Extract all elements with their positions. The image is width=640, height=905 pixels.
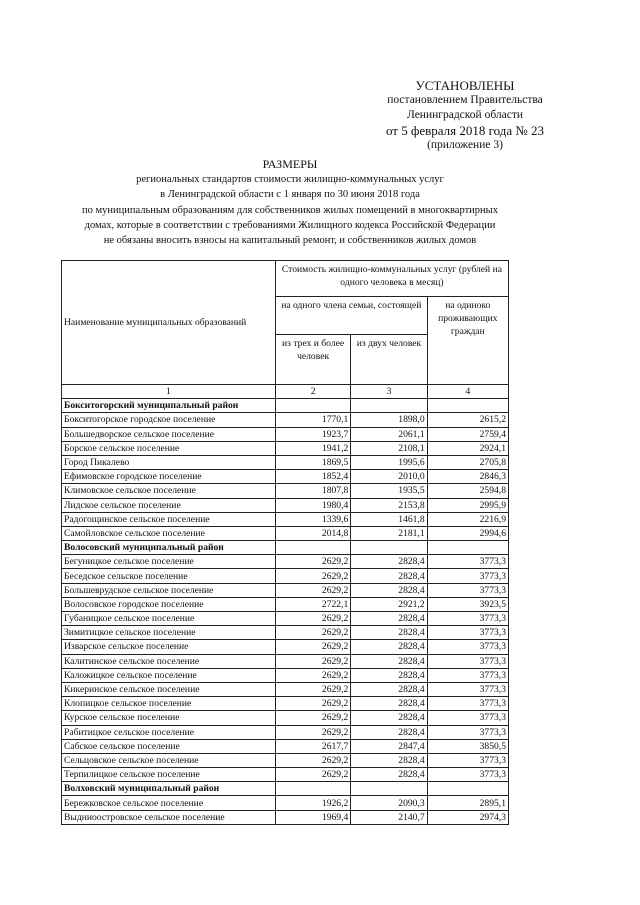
approval-appendix: (приложение 3) — [427, 139, 503, 151]
cost-value: 2090,3 — [351, 796, 427, 810]
table-row — [62, 597, 509, 611]
table-row — [62, 654, 509, 668]
cost-value: 2594,8 — [427, 484, 508, 498]
title-line: домах, которые в соответствии с требованиями Жилищного кодекса Российской Федерации — [84, 219, 496, 231]
table-row — [62, 612, 509, 626]
cost-value: 2014,8 — [275, 526, 350, 540]
municipality-name: Зимитицкое сельское поселение — [62, 626, 276, 640]
cost-value: 2629,2 — [275, 682, 350, 696]
municipality-name: Город Пикалево — [62, 455, 276, 469]
cost-value: 2629,2 — [275, 612, 350, 626]
table-row — [62, 455, 509, 469]
table-row — [62, 569, 509, 583]
municipality-name: Сабское сельское поселение — [62, 739, 276, 753]
cost-value: 2181,1 — [351, 526, 427, 540]
cost-value: 2828,4 — [351, 725, 427, 739]
table-row — [62, 470, 509, 484]
municipality-name: Терпилицкое сельское поселение — [62, 768, 276, 782]
cost-value: 2629,2 — [275, 725, 350, 739]
cost-value: 1869,5 — [275, 455, 350, 469]
municipality-name: Бокситогорское городское поселение — [62, 413, 276, 427]
cost-value: 2994,6 — [427, 526, 508, 540]
cost-value: 2140,7 — [351, 810, 427, 824]
table-row — [62, 498, 509, 512]
municipality-name: Большедворское сельское поселение — [62, 427, 276, 441]
cost-value: 2629,2 — [275, 555, 350, 569]
cost-value: 2828,4 — [351, 697, 427, 711]
cost-value: 2759,4 — [427, 427, 508, 441]
cost-value: 3773,3 — [427, 725, 508, 739]
cost-value: 2828,4 — [351, 640, 427, 654]
cost-value: 2828,4 — [351, 555, 427, 569]
cost-value: 2828,4 — [351, 612, 427, 626]
colnum: 1 — [62, 385, 276, 399]
cost-value: 3773,3 — [427, 583, 508, 597]
cost-value: 1926,2 — [275, 796, 350, 810]
cost-value: 2629,2 — [275, 753, 350, 767]
cost-value: 3773,3 — [427, 640, 508, 654]
cost-value: 3773,3 — [427, 569, 508, 583]
municipality-name: Большеврудское сельское поселение — [62, 583, 276, 597]
header-two: из двух человек — [351, 335, 427, 385]
cost-value: 1935,5 — [351, 484, 427, 498]
header-cost: Стоимость жилищно-коммунальных услуг (рублей на одного человека в месяц) — [275, 261, 508, 297]
table-row — [62, 512, 509, 526]
approval-heading: УСТАНОВЛЕНЫ — [415, 78, 515, 93]
cost-value: 2629,2 — [275, 768, 350, 782]
cost-value: 2974,3 — [427, 810, 508, 824]
table-row — [62, 555, 509, 569]
title-line: региональных стандартов стоимости жилищно-коммунальных услуг — [136, 174, 444, 186]
table-row — [62, 810, 509, 824]
document-title — [40, 157, 540, 248]
colnum: 4 — [427, 385, 508, 399]
cost-value: 2061,1 — [351, 427, 427, 441]
cost-value: 3773,3 — [427, 668, 508, 682]
municipality-name: Клопицкое сельское поселение — [62, 697, 276, 711]
cost-value: 2921,2 — [351, 597, 427, 611]
approval-date: от 5 февраля 2018 года № 23 — [385, 123, 545, 138]
municipality-name: Самойловское сельское поселение — [62, 526, 276, 540]
cost-value: 2828,4 — [351, 569, 427, 583]
cost-value: 2216,9 — [427, 512, 508, 526]
table-row — [62, 526, 509, 540]
cost-value: 2617,7 — [275, 739, 350, 753]
approval-line: постановлением Правительства — [387, 94, 543, 106]
header-single: на одиноко проживающих граждан — [427, 297, 508, 385]
table-row — [62, 753, 509, 767]
cost-value: 2924,1 — [427, 441, 508, 455]
header-family: на одного члена семьи, состоящей — [275, 297, 427, 335]
table-row — [62, 796, 509, 810]
municipality-name: Изварское сельское поселение — [62, 640, 276, 654]
cost-value: 1339,6 — [275, 512, 350, 526]
cost-value: 2629,2 — [275, 569, 350, 583]
cost-value: 3773,3 — [427, 711, 508, 725]
group-row — [62, 541, 509, 555]
group-name: Волосовский муниципальный район — [62, 541, 276, 555]
cost-value: 1898,0 — [351, 413, 427, 427]
municipality-name: Радогощинское сельское поселение — [62, 512, 276, 526]
municipality-name: Бережковское сельское поселение — [62, 796, 276, 810]
cost-value: 2828,4 — [351, 711, 427, 725]
table-row — [62, 441, 509, 455]
cost-value: 2629,2 — [275, 626, 350, 640]
group-name: Бокситогорский муниципальный район — [62, 399, 276, 413]
cost-value: 2629,2 — [275, 583, 350, 597]
standards-table — [61, 260, 509, 825]
cost-value: 3850,5 — [427, 739, 508, 753]
title-line: по муниципальным образованиям для собственников жилых помещений в многоквартирных — [82, 204, 498, 216]
table-row — [62, 768, 509, 782]
cost-value: 2629,2 — [275, 640, 350, 654]
cost-value: 3773,3 — [427, 697, 508, 711]
cost-value: 3923,5 — [427, 597, 508, 611]
cost-value: 3773,3 — [427, 555, 508, 569]
table-row — [62, 626, 509, 640]
municipality-name: Бегуницкое сельское поселение — [62, 555, 276, 569]
municipality-name: Ефимовское городское поселение — [62, 470, 276, 484]
approval-line: Ленинградской области — [406, 109, 524, 121]
cost-value: 2828,4 — [351, 654, 427, 668]
municipality-name: Калитинское сельское поселение — [62, 654, 276, 668]
cost-value: 1770,1 — [275, 413, 350, 427]
cost-value: 2629,2 — [275, 668, 350, 682]
cost-value: 3773,3 — [427, 753, 508, 767]
table-row — [62, 668, 509, 682]
municipality-name: Губаницкое сельское поселение — [62, 612, 276, 626]
cost-value: 2153,8 — [351, 498, 427, 512]
cost-value: 1941,2 — [275, 441, 350, 455]
cost-value: 1980,4 — [275, 498, 350, 512]
cost-value: 2828,4 — [351, 753, 427, 767]
group-name: Волховский муниципальный район — [62, 782, 276, 796]
title-line: в Ленинградской области с 1 января по 30 июня 2018 года — [160, 189, 420, 201]
cost-value: 1461,8 — [351, 512, 427, 526]
municipality-name: Курское сельское поселение — [62, 711, 276, 725]
municipality-name: Выдниоостровское сельское поселение — [62, 810, 276, 824]
municipality-name: Рабитицкое сельское поселение — [62, 725, 276, 739]
municipality-name: Кикеринское сельское поселение — [62, 682, 276, 696]
municipality-name: Беседское сельское поселение — [62, 569, 276, 583]
cost-value: 2828,4 — [351, 626, 427, 640]
cost-value: 2847,4 — [351, 739, 427, 753]
colnum: 3 — [351, 385, 427, 399]
cost-value: 2629,2 — [275, 697, 350, 711]
table-row — [62, 697, 509, 711]
cost-value: 2705,8 — [427, 455, 508, 469]
cost-value: 2846,3 — [427, 470, 508, 484]
municipality-name: Волосовское городское поселение — [62, 597, 276, 611]
colnum: 2 — [275, 385, 350, 399]
cost-value: 3773,3 — [427, 768, 508, 782]
cost-value: 1995,6 — [351, 455, 427, 469]
municipality-name: Лидское сельское поселение — [62, 498, 276, 512]
cost-value: 3773,3 — [427, 654, 508, 668]
table-row — [62, 484, 509, 498]
cost-value: 2629,2 — [275, 711, 350, 725]
table-row — [62, 413, 509, 427]
cost-value: 1852,4 — [275, 470, 350, 484]
municipality-name: Сельцовское сельское поселение — [62, 753, 276, 767]
title-heading: РАЗМЕРЫ — [262, 157, 318, 171]
table-row — [62, 640, 509, 654]
cost-value: 3773,3 — [427, 682, 508, 696]
municipality-name: Каложицкое сельское поселение — [62, 668, 276, 682]
table-row — [62, 583, 509, 597]
group-row — [62, 782, 509, 796]
cost-value: 3773,3 — [427, 626, 508, 640]
cost-value: 2010,0 — [351, 470, 427, 484]
table-row — [62, 725, 509, 739]
cost-value: 2828,4 — [351, 668, 427, 682]
cost-value: 2615,2 — [427, 413, 508, 427]
cost-value: 2828,4 — [351, 768, 427, 782]
cost-value: 2995,9 — [427, 498, 508, 512]
header-name: Наименование муниципальных образований — [62, 261, 276, 385]
cost-value: 2629,2 — [275, 654, 350, 668]
header-three: из трех и более человек — [275, 335, 350, 385]
cost-value: 2722,1 — [275, 597, 350, 611]
cost-value: 2895,1 — [427, 796, 508, 810]
table-row — [62, 427, 509, 441]
title-line: не обязаны вносить взносы на капитальный ремонт, и собственников жилых домов — [103, 235, 477, 247]
cost-value: 2828,4 — [351, 583, 427, 597]
group-row — [62, 399, 509, 413]
cost-value: 1969,4 — [275, 810, 350, 824]
municipality-name: Борское сельское поселение — [62, 441, 276, 455]
cost-value: 1807,8 — [275, 484, 350, 498]
cost-value: 2828,4 — [351, 682, 427, 696]
cost-value: 2108,1 — [351, 441, 427, 455]
cost-value: 3773,3 — [427, 612, 508, 626]
approval-block — [330, 78, 600, 153]
cost-value: 1923,7 — [275, 427, 350, 441]
table-row — [62, 682, 509, 696]
table-row — [62, 739, 509, 753]
table-row — [62, 711, 509, 725]
municipality-name: Климовское сельское поселение — [62, 484, 276, 498]
